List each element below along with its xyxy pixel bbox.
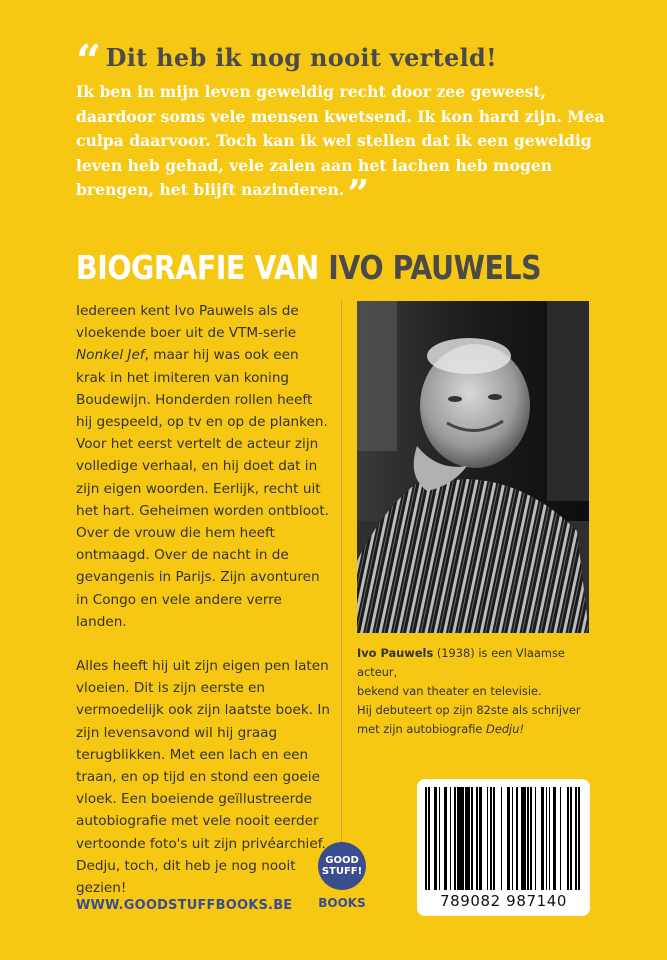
quote-heading-text: Dit heb ik nog nooit verteld!	[105, 42, 497, 72]
publisher-logo	[314, 842, 370, 914]
caption-line-1	[357, 644, 597, 682]
p1-text-a: Iedereen kent Ivo Pauwels als de vloekende boer uit de VTM-serie	[76, 303, 299, 342]
barcode-bars	[425, 787, 582, 890]
title-part1: BIOGRAFIE VAN	[76, 248, 319, 287]
author-photo	[357, 301, 589, 633]
close-quote-mark: ”	[347, 171, 370, 216]
description-column	[76, 300, 332, 921]
publisher-badge	[318, 842, 366, 890]
barcode-bar	[578, 787, 580, 890]
barcode-digits: 789082 987140	[439, 892, 568, 910]
biography-title	[76, 248, 541, 287]
p1-text-b: , maar hij was ook een krak in het imiteren van koning Boudewijn. Honderden rollen heeft hij gespeeld, op tv en op de planken. Voor het eerst vertelt de acteur zijn volledige verhaal, en hij doet dat in zijn eigen woorden. Eerlijk, recht uit het hart. Geheimen worden ontbloot. Over de vrouw die hem heeft ontmaagd. Over de nacht in de gevangenis in Parijs. Zijn avonturen in Congo en vele andere verre landen.	[76, 347, 329, 630]
open-quote-mark: “	[76, 36, 102, 87]
quote-heading	[76, 36, 621, 87]
series-title: Nonkel Jef	[76, 347, 145, 364]
logo-books: BOOKS	[318, 896, 366, 910]
caption-book-title: Dedju!	[486, 722, 525, 736]
logo-line-1: GOOD	[325, 855, 359, 866]
isbn-barcode	[417, 779, 590, 916]
caption-author-name: Ivo Pauwels	[357, 646, 434, 660]
caption-line-3: Hij debuteert op zijn 82ste als schrijver	[357, 703, 581, 717]
description-paragraph-1	[76, 300, 332, 633]
quote-body	[76, 80, 621, 216]
title-part2: IVO PAUWELS	[328, 248, 542, 287]
caption-line-4	[357, 720, 597, 739]
photo-caption	[357, 644, 597, 739]
quote-block	[76, 36, 621, 216]
description-paragraph-2: Alles heeft hij uit zijn eigen pen laten vloeien. Dit is zijn eerste en vermoedelijk ook zijn laatste boek. In zijn levensavond wil hij graag terugblikken. Met een lach en een traan, en op tijd en stond een goeie vloek. Een boeiende geïllustreerde autobiografie met vele nooit eerder vertoonde foto's uit zijn privéarchief. Dedju, toch, dit heb je nog nooit gezien!	[76, 658, 330, 897]
caption-line-2: bekend van theater en televisie.	[357, 684, 542, 698]
quote-body-text: Ik ben in mijn leven geweldig recht door zee geweest, daardoor soms vele mensen kwetsend. Ik kon hard zijn. Mea culpa daarvoor. Toch kan ik wel stellen dat ik een geweldig leven heb gehad, vele zalen aan het lachen heb mogen brengen, het blijft nazinderen.	[76, 82, 605, 199]
logo-line-2: STUFF!	[321, 866, 363, 877]
column-divider	[341, 300, 342, 845]
caption-line-1-text: (1938) is een Vlaamse acteur,	[357, 646, 565, 679]
website-url: WWW.GOODSTUFFBOOKS.BE	[76, 898, 293, 913]
caption-line-4-text: met zijn autobiografie	[357, 722, 487, 736]
